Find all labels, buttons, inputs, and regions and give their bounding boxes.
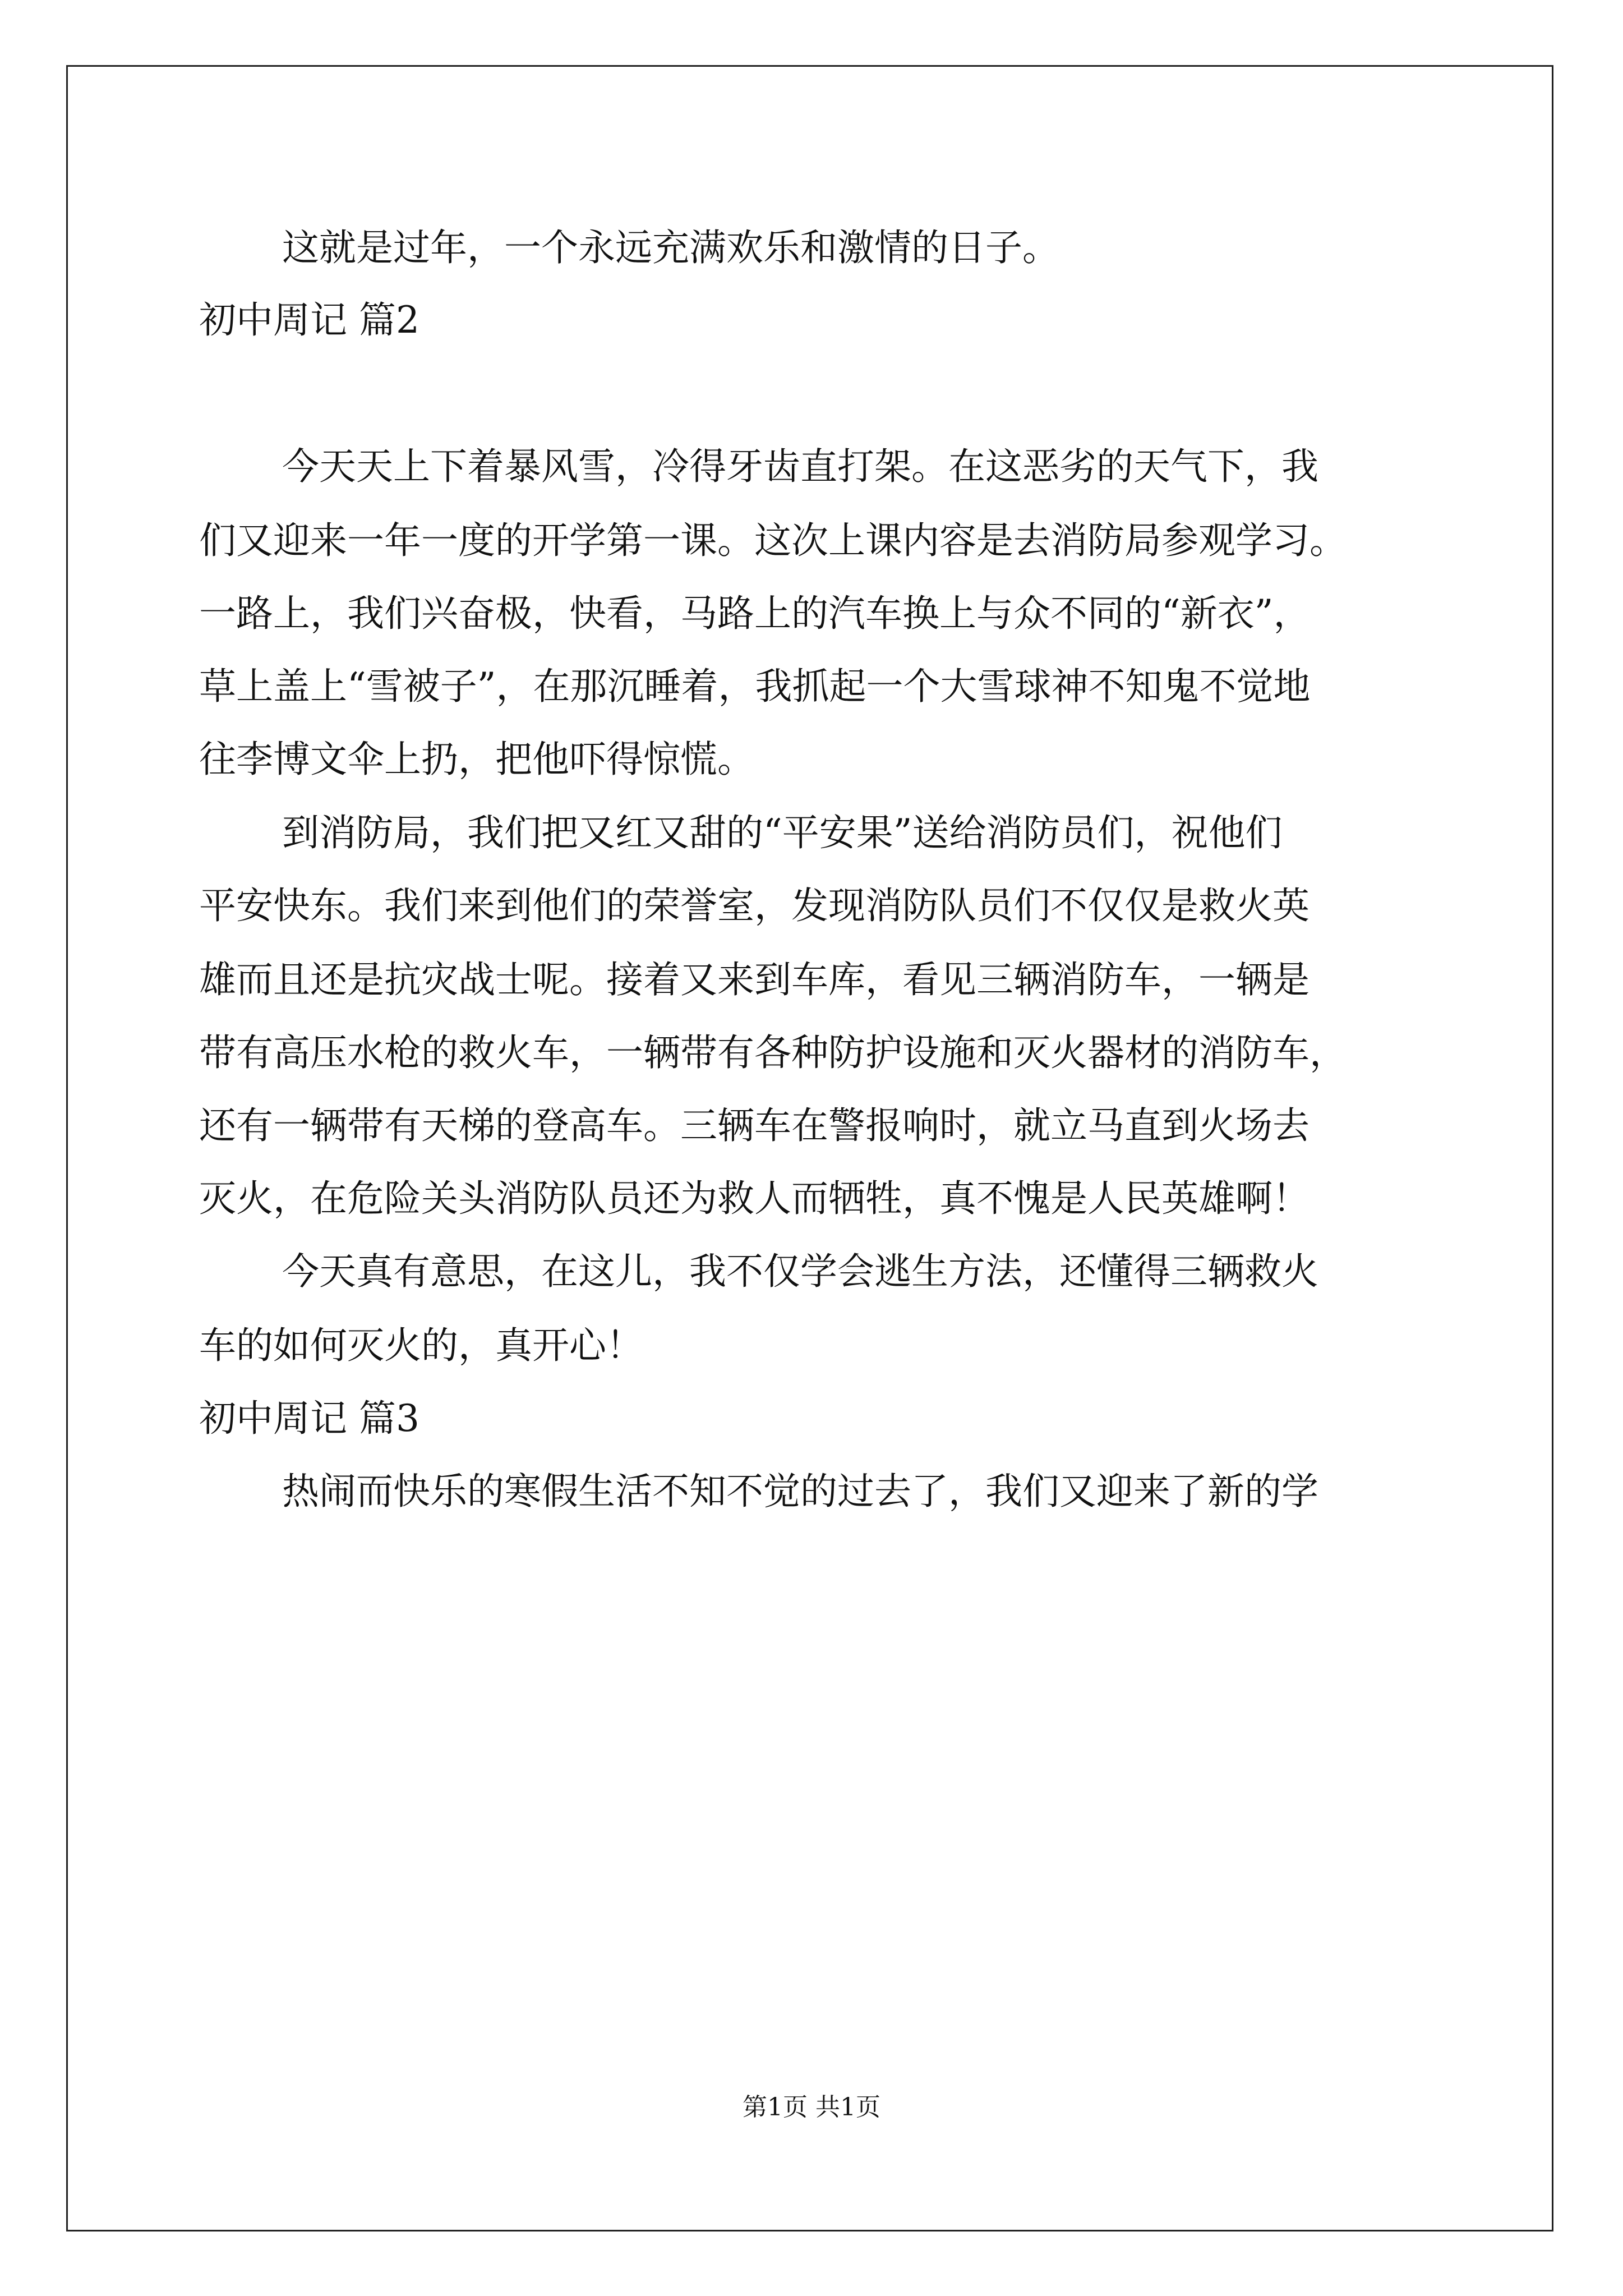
section-heading: 初中周记 篇3 (199, 1397, 419, 1440)
paragraph-line: 雄而且还是抗灾战士呢。接着又来到车库，看见三辆消防车，一辆是 (199, 958, 1310, 1001)
paragraph-line: 到消防局，我们把又红又甜的“平安果”送给消防员们，祝他们 (282, 811, 1283, 854)
paragraph-line: 还有一辆带有天梯的登高车。三辆车在警报响时，就立马直到火场去 (199, 1104, 1310, 1147)
section-heading: 初中周记 篇2 (199, 298, 419, 342)
paragraph-line: 这就是过年，一个永远充满欢乐和激情的日子。 (282, 226, 1059, 269)
paragraph-line: 们又迎来一年一度的开学第一课。这次上课内容是去消防局参观学习。 (199, 519, 1347, 562)
paragraph-line: 车的如何灭火的，真开心！ (199, 1324, 643, 1367)
page-footer: 第1页 共1页 (743, 2093, 880, 2122)
paragraph-line: 带有高压水枪的救火车，一辆带有各种防护设施和灭火器材的消防车， (199, 1031, 1347, 1074)
page-border (66, 65, 1553, 2231)
paragraph-line: 一路上，我们兴奋极，快看，马路上的汽车换上与众不同的“新衣”， (199, 592, 1311, 635)
paragraph-line: 热闹而快乐的寒假生活不知不觉的过去了，我们又迎来了新的学 (282, 1470, 1318, 1513)
paragraph-line: 草上盖上“雪被子”，在那沉睡着，我抓起一个大雪球神不知鬼不觉地 (199, 665, 1311, 708)
paragraph-line: 灭火，在危险关头消防队员还为救人而牺牲，真不愧是人民英雄啊！ (199, 1177, 1310, 1220)
paragraph-line: 今天真有意思，在这儿，我不仅学会逃生方法，还懂得三辆救火 (282, 1250, 1318, 1293)
paragraph-line: 往李博文伞上扔，把他吓得惊慌。 (199, 738, 754, 781)
paragraph-line: 今天天上下着暴风雪，冷得牙齿直打架。在这恶劣的天气下，我 (282, 445, 1318, 488)
paragraph-line: 平安快东。我们来到他们的荣誉室，发现消防队员们不仅仅是救火英 (199, 884, 1310, 927)
